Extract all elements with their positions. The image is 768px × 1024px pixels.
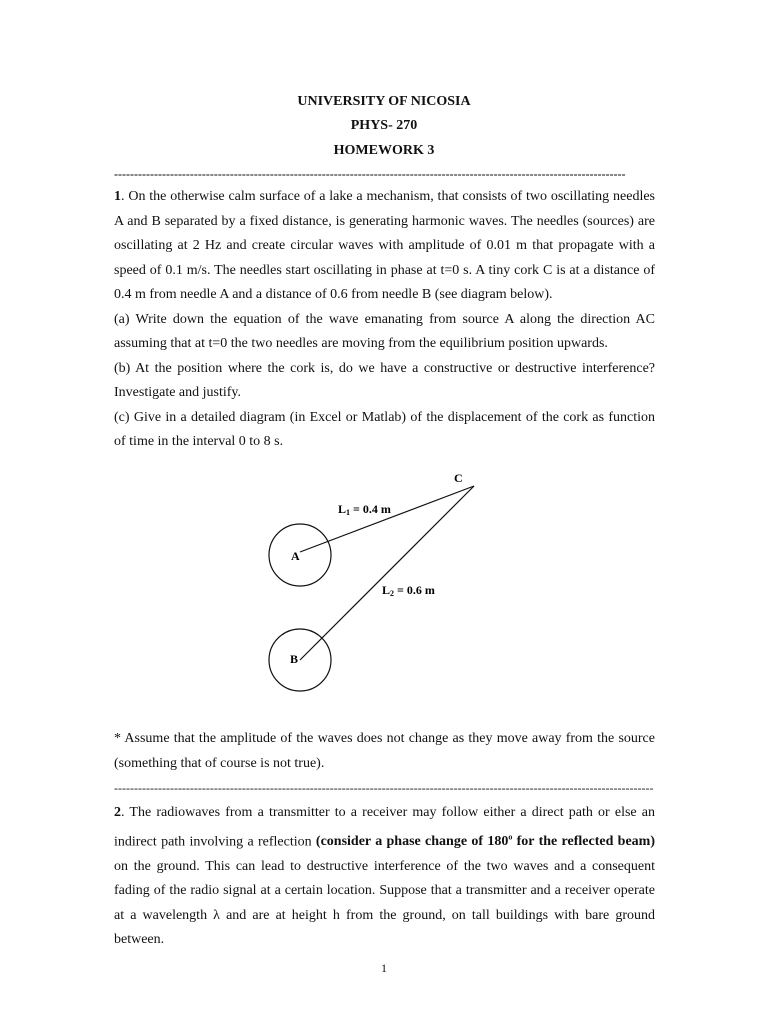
problem-1-part-a: (a) Write down the equation of the wave emanating from source A along the direction AC assuming that at t=0 the two needles are moving from the equilibrium position upwards. bbox=[114, 311, 655, 351]
label-l1: L1 = 0.4 m bbox=[338, 502, 391, 517]
problem-2-bold-note: (consider a phase change of 180$^o$ for the reflected beam) bbox=[315, 832, 655, 850]
problem-1-note: * Assume that the amplitude of the waves does not change as they move away from the source (something that of course is not true). bbox=[114, 731, 655, 771]
label-b: B bbox=[290, 652, 299, 666]
page-number: 1 bbox=[381, 961, 387, 975]
problem-2-number: 2 bbox=[114, 805, 121, 820]
university-title: UNIVERSITY OF NICOSIA bbox=[297, 94, 471, 109]
label-c: C bbox=[454, 471, 463, 485]
homework-title: HOMEWORK 3 bbox=[333, 143, 435, 158]
problem-2 bbox=[114, 801, 655, 953]
line-ac bbox=[300, 486, 474, 552]
circle-source-a bbox=[269, 524, 331, 586]
problem-1-number: 1 bbox=[114, 189, 121, 204]
course-code: PHYS- 270 bbox=[350, 118, 418, 133]
label-a: A bbox=[291, 549, 300, 563]
problem-1-part-b: (b) At the position where the cork is, do we have a constructive or destructive interference? Investigate and justify. bbox=[114, 360, 655, 400]
problem-2-text-1: . The radiowaves from a transmitter to a receiver may follow either a direct path or else an indirect path involving a reflection bbox=[114, 805, 655, 850]
divider-middle: --------------------------------------------------------------------------------------------------------------------------------------- bbox=[114, 781, 654, 795]
sources-diagram bbox=[0, 460, 768, 710]
problem-1-intro bbox=[114, 185, 655, 308]
label-l2: L2 = 0.6 m bbox=[382, 583, 435, 598]
problem-2-text-2: on the ground. This can lead to destructive interference of the two waves and a consequent fading of the radio signal at a certain location. Suppose that a transmitter and a receiver operate at a wavelength λ and are at height h from the ground, on tall buildings with bare ground between. bbox=[114, 858, 655, 948]
divider-top: -------------------------------------------------------------------------------------------------------------------------------- bbox=[114, 167, 626, 181]
problem-1-intro-text: . On the otherwise calm surface of a lake a mechanism, that consists of two oscillating needles A and B separated by a fixed distance, is generating harmonic waves. The needles (sources) are oscillating at 2 Hz and create circular waves with amplitude of 0.01 m that propagate with a speed of 0.1 m/s. The needles start oscillating in phase at t=0 s. A tiny cork C is at a distance of 0.4 m from needle A and a distance of 0.6 from needle B (see diagram below). bbox=[114, 189, 655, 302]
problem-1 bbox=[114, 185, 655, 455]
problem-1-part-c: (c) Give in a detailed diagram (in Excel or Matlab) of the displacement of the cork as function of time in the interval 0 to 8 s. bbox=[114, 409, 655, 449]
